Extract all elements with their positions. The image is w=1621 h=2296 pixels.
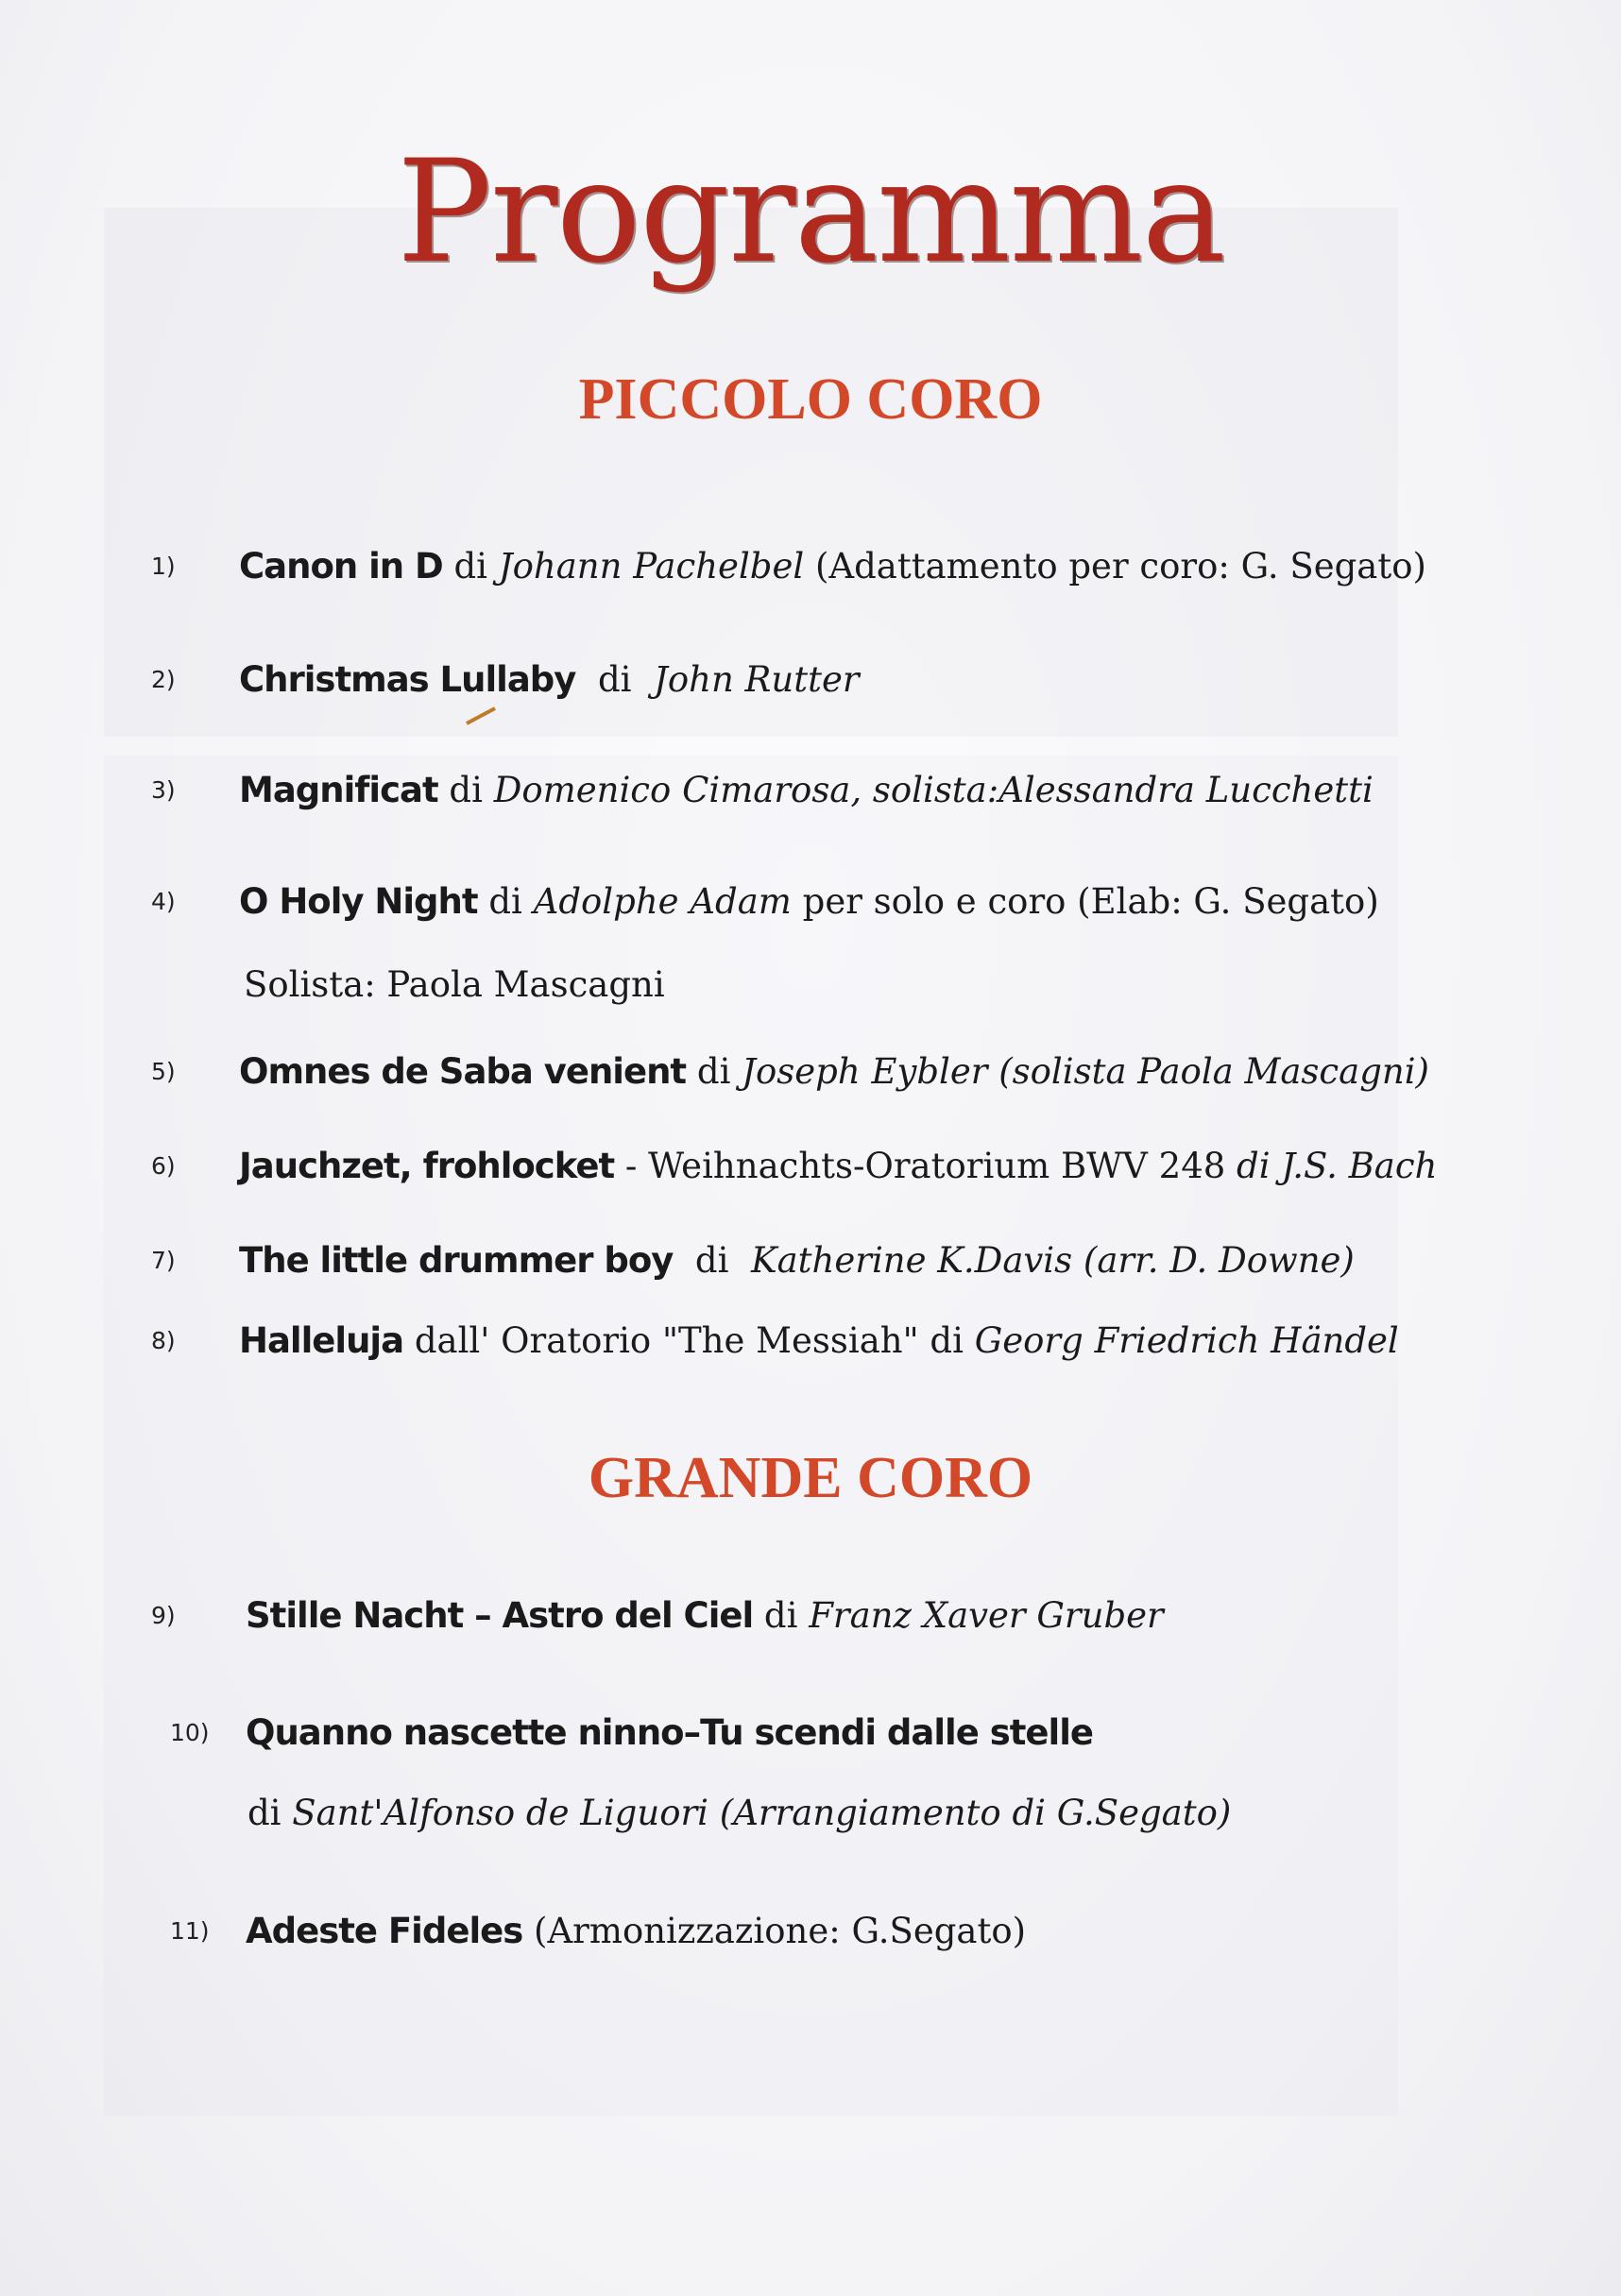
- composer: Franz Xaver Gruber: [809, 1595, 1164, 1636]
- program-item-7: [0, 1228, 1621, 1294]
- item-10-credit: di Sant'Alfonso de Liguori (Arrangiamento di G.Segato): [247, 1793, 1232, 1833]
- item-number: 1): [151, 553, 176, 580]
- program-item-3: [0, 757, 1621, 824]
- composer: Katherine K.Davis (arr. D. Downe): [750, 1240, 1355, 1281]
- item-content: Jauchzet, frohlocket - Weihnachts-Oratorium BWV 248 di J.S. Bach: [239, 1146, 1438, 1186]
- item-content: Stille Nacht – Astro del Ciel di Franz Xaver Gruber: [246, 1595, 1164, 1636]
- item-number: 6): [151, 1152, 176, 1180]
- program-item-8: [0, 1308, 1621, 1374]
- item-number: 9): [151, 1602, 176, 1629]
- composer: Joseph Eybler (solista Paola Mascagni): [742, 1051, 1429, 1092]
- program-item-11: [0, 1898, 1621, 1964]
- piece-title: O Holy Night: [239, 881, 478, 922]
- item-content: O Holy Night di Adolphe Adam per solo e coro (Elab: G. Segato): [239, 881, 1379, 922]
- piece-title: Adeste Fideles: [246, 1911, 523, 1951]
- item-4-soloist: Solista: Paola Mascagni: [244, 964, 665, 1005]
- item-content: [246, 1700, 1093, 1766]
- item-number: 10): [170, 1719, 210, 1746]
- composer: Georg Friedrich Händel: [974, 1320, 1399, 1361]
- program-item-1: [0, 534, 1621, 600]
- program-item-10: [0, 1700, 1621, 1766]
- item-content: Omnes de Saba venient di Joseph Eybler (solista Paola Mascagni): [239, 1051, 1429, 1092]
- piece-title: Magnificat: [239, 770, 438, 810]
- piece-title: The little drummer boy: [239, 1240, 674, 1281]
- section-heading-grande-coro: GRANDE CORO: [588, 1446, 1033, 1510]
- item-number: 11): [170, 1917, 210, 1945]
- piece-title: Canon in D: [239, 546, 443, 587]
- piece-title: Stille Nacht – Astro del Ciel: [246, 1595, 754, 1636]
- item-content: Christmas Lullaby di John Rutter: [239, 659, 860, 700]
- piece-title: Christmas Lullaby: [239, 659, 576, 700]
- piece-title: Jauchzet, frohlocket: [239, 1146, 615, 1186]
- item-content: Magnificat di Domenico Cimarosa, solista:Alessandra Lucchetti: [239, 770, 1374, 810]
- section-heading-piccolo-coro: PICCOLO CORO: [578, 367, 1043, 432]
- composer: Domenico Cimarosa, solista:Alessandra Lucchetti: [493, 770, 1374, 810]
- item-content: The little drummer boy di Katherine K.Davis (arr. D. Downe): [239, 1240, 1355, 1281]
- item-number: 4): [151, 888, 176, 915]
- item-content: Halleluja dall' Oratorio "The Messiah" di Georg Friedrich Händel: [239, 1320, 1399, 1361]
- composer: Adolphe Adam: [533, 881, 792, 922]
- item-number: 5): [151, 1058, 176, 1085]
- item-number: 7): [151, 1247, 176, 1274]
- program-item-4: [0, 869, 1621, 935]
- piece-title: Quanno nascette ninno–Tu scendi dalle stelle: [246, 1712, 1093, 1753]
- program-item-9: [0, 1583, 1621, 1649]
- item-content: Adeste Fideles (Armonizzazione: G.Segato): [246, 1911, 1027, 1951]
- program-item-6: [0, 1133, 1621, 1199]
- item-number: 2): [151, 666, 176, 693]
- page-title: Programma: [397, 130, 1224, 295]
- item-number: 8): [151, 1327, 176, 1354]
- composer: Sant'Alfonso de Liguori (Arrangiamento di G.Segato): [292, 1793, 1232, 1833]
- item-content: Canon in D di Johann Pachelbel (Adattamento per coro: G. Segato): [239, 546, 1426, 587]
- item-number: 3): [151, 776, 176, 804]
- piece-title: Halleluja: [239, 1320, 404, 1361]
- composer: di J.S. Bach: [1237, 1146, 1438, 1186]
- program-item-5: [0, 1039, 1621, 1105]
- composer: John Rutter: [654, 659, 860, 700]
- composer: Johann Pachelbel: [498, 546, 805, 587]
- piece-title: Omnes de Saba venient: [239, 1051, 687, 1092]
- program-item-2: [0, 647, 1621, 713]
